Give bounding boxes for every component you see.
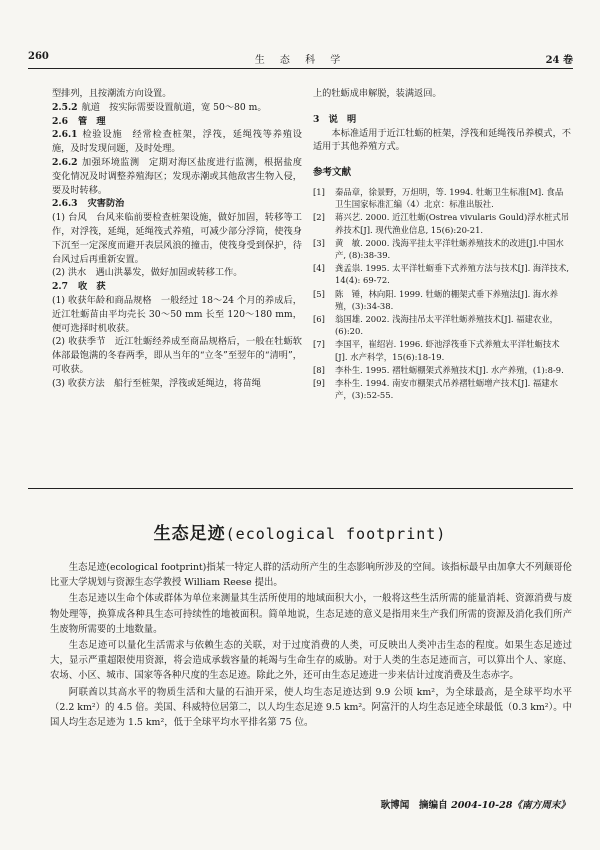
section-divider: [28, 488, 573, 489]
section-title: 灾害防治: [87, 198, 125, 210]
article-title-en: (ecological footprint): [225, 525, 447, 543]
page-header: [28, 51, 573, 67]
item-number: 2.6.1: [52, 129, 78, 141]
section-title: 管 理: [77, 115, 106, 127]
reference-item: [313, 211, 571, 235]
reference-number: [6]: [313, 314, 325, 325]
item-number: 2.5.2: [52, 101, 78, 113]
reference-text: 秦品章，徐景野，万炟明，等. 1994. 牡蛎卫生标准[M]. 食品卫生国家标准汇编（4）北京：标准出版社.: [335, 186, 564, 210]
section-number: 2.7: [52, 281, 68, 293]
paragraph: (1) 收获年龄和商品规格 一般经过 18～24 个月的养成后，近江牡蛎苗由平均壳长 30～50 mm 长至 120～180 mm，便可选择时机收获。: [52, 294, 302, 334]
reference-number: [5]: [313, 288, 325, 299]
reference-item: [313, 237, 571, 261]
right-column: [313, 87, 571, 402]
reference-item: [313, 377, 571, 401]
reference-number: [9]: [313, 378, 325, 389]
section-number: 2.6.3: [52, 198, 78, 210]
section-heading: [52, 197, 302, 211]
paragraph: (3) 收获方法 船行至桩架，浮筏或延绳边，将苗绳: [52, 377, 261, 389]
reference-text: 翁国雄. 2002. 浅海挂吊太平洋牡蛎养殖技术[J]. 福建农业，(6):20.: [335, 314, 559, 337]
paragraph: (2) 收获季节 近江牡蛎经养成至商品规格后，一般在牡蛎软体部最饱满的冬春两季，即从当年的“立冬”至翌年的“清明”，可收获。: [52, 336, 302, 375]
section-heading: [52, 115, 302, 129]
byline: [381, 797, 570, 811]
item-text: 检验设施 经常检查桩架，浮筏，延绳筏等养殖设施，及时发现问题，及时处理。: [52, 129, 302, 155]
item-text: 加强环境监测 定期对海区盐度进行监测，根据盐度变化情况及时调整养殖海区；发现赤潮或其他敌害生物入侵，要及时转移。: [52, 156, 302, 196]
article-body: [50, 560, 572, 731]
section-number: 2.6: [52, 115, 68, 127]
journal-title: 生 态 科 学: [254, 55, 347, 66]
header-rule: [28, 68, 573, 69]
article-title: [0, 519, 600, 544]
article-paragraph: 生态足迹以生命个体或群体为单位来测量其生活所使用的地域面积大小，一般将这些生活所需的能量消耗、资源消费与废物处理等，换算成各种具生态可持续性的地被面积。简单地说，生态足迹的意义是指用来生产我们所需的资源及消化我们所产生废物所需要的土地数量。: [50, 593, 572, 635]
section-heading: [52, 280, 302, 294]
left-column: [52, 87, 302, 391]
paragraph: 型排列，且按潮流方向设置。: [52, 88, 172, 99]
article-paragraph: 生态足迹(ecological footprint)指某一特定人群的活动所产生的生态影响所涉及的空间。该指标最早由加拿大不列颠哥伦比亚大学规划与资源生态学教授 William Reese 提出。: [50, 562, 572, 589]
section-title: 收 获: [77, 281, 106, 293]
item-number: 2.6.2: [52, 156, 78, 168]
reference-number: [7]: [313, 339, 325, 350]
reference-item: [313, 288, 571, 312]
volume-label: 24 卷: [545, 55, 573, 66]
reference-text: 李国平，崔绍岩. 1996. 虾池浮筏垂下式养殖太平洋牡蛎技术[J]. 水产科学，15(6):18-19.: [335, 339, 560, 362]
paragraph: (2) 洪水 遇山洪暴发，做好加固或转移工作。: [52, 267, 243, 279]
article-paragraph: 生态足迹可以量化生活需求与依赖生态的关联，对于过度消费的人类，可反映出人类冲击生态的程度。如果生态足迹过大，显示严重超限使用资源，将会造成承载容量的耗竭与生命生存的威胁。对于人类的生态足迹而言，可以算出个人、家庭、农场、小区、城市、国家等各种尺度的生态足迹。除此之外，还可由生态足迹进一步来估计过度消费及生态赤字。: [50, 640, 572, 682]
continuation-text: 上的牡蛎成串解脱，装满返回。: [313, 88, 442, 99]
reference-text: 陈 锤，林向阳. 1999. 牡蛎的棚架式垂下养殖法[J]. 海水养殖，(3):34-38.: [335, 288, 559, 311]
numbered-item: [52, 156, 302, 197]
byline-author: 耿博闻 摘编自: [380, 800, 448, 811]
reference-number: [3]: [313, 237, 325, 248]
reference-number: [2]: [313, 212, 325, 223]
references-title: 参考文献: [313, 167, 352, 179]
page-number: 260: [28, 51, 49, 62]
numbered-item: [52, 101, 302, 115]
reference-item: [313, 364, 571, 376]
numbered-item: [52, 128, 302, 156]
byline-source: 2004-10-28《南方周末》: [451, 800, 570, 811]
reference-number: [8]: [313, 364, 325, 375]
reference-text: 蒋兴艺. 2000. 近江牡蛎(Ostrea vivularis Gould)浮水桩式吊养技术[J]. 现代渔业信息, 15(6):20-21.: [335, 212, 570, 235]
paragraph: (1) 台风 台风来临前要检查桩架设施，做好加固，转移等工作，对浮筏，延绳，延绳筏式养殖，可减少部分浮筒，使筏身下沉至一定深度而避开表层风浪的撞击，使筏身受到保护，待台风过后再重新安置。: [52, 212, 302, 265]
article-title-zh: 生态足迹: [153, 524, 226, 544]
article-paragraph: 阿联酋以其高水平的物质生活和大量的石油开采，使人均生态足迹达到 9.9 公顷 km²，为全球最高，是全球平均水平（2.2 km²）的 4.5 倍。美国、科威特位居第二，以人均生态足迹 9.5 km²。阿富汗的人均生态足迹全球最低（0.3 km²）。中国人均生态足迹为 1.5 km²，低于全球平均水平排名第 75 位。: [50, 686, 572, 729]
reference-item: [313, 262, 571, 286]
reference-item: [313, 186, 571, 210]
reference-text: 李朴生. 1994. 南安市棚架式吊养褶牡蛎增产技术[J]. 福建水产，(3):52-55.: [335, 378, 559, 401]
section-heading: 3 说 明: [313, 113, 357, 125]
reference-text: 李朴生. 1995. 褶牡蛎棚架式养殖技术[J]. 水产养殖，(1):8-9.: [335, 364, 564, 375]
item-text: 航道 按实际需要设置航道，宽 50～80 m。: [81, 101, 267, 113]
reference-text: 龚孟祟. 1995. 太平洋牡蛎垂下式养殖方法与技术[J]. 海洋技术, 14(4): 69-72.: [335, 263, 570, 286]
reference-text: 黄 敏. 2000. 浅海平挂太平洋牡蛎养殖技术的改进[J].中国水产, (8):38-39.: [335, 237, 564, 260]
reference-number: [1]: [313, 186, 325, 197]
reference-item: [313, 313, 571, 337]
reference-number: [4]: [313, 263, 325, 274]
reference-item: [313, 338, 571, 362]
section-text: 本标准适用于近江牡蛎的桩架，浮筏和延绳筏吊养模式，不适用于其他养殖方式。: [313, 127, 571, 153]
reference-list: [313, 186, 571, 401]
